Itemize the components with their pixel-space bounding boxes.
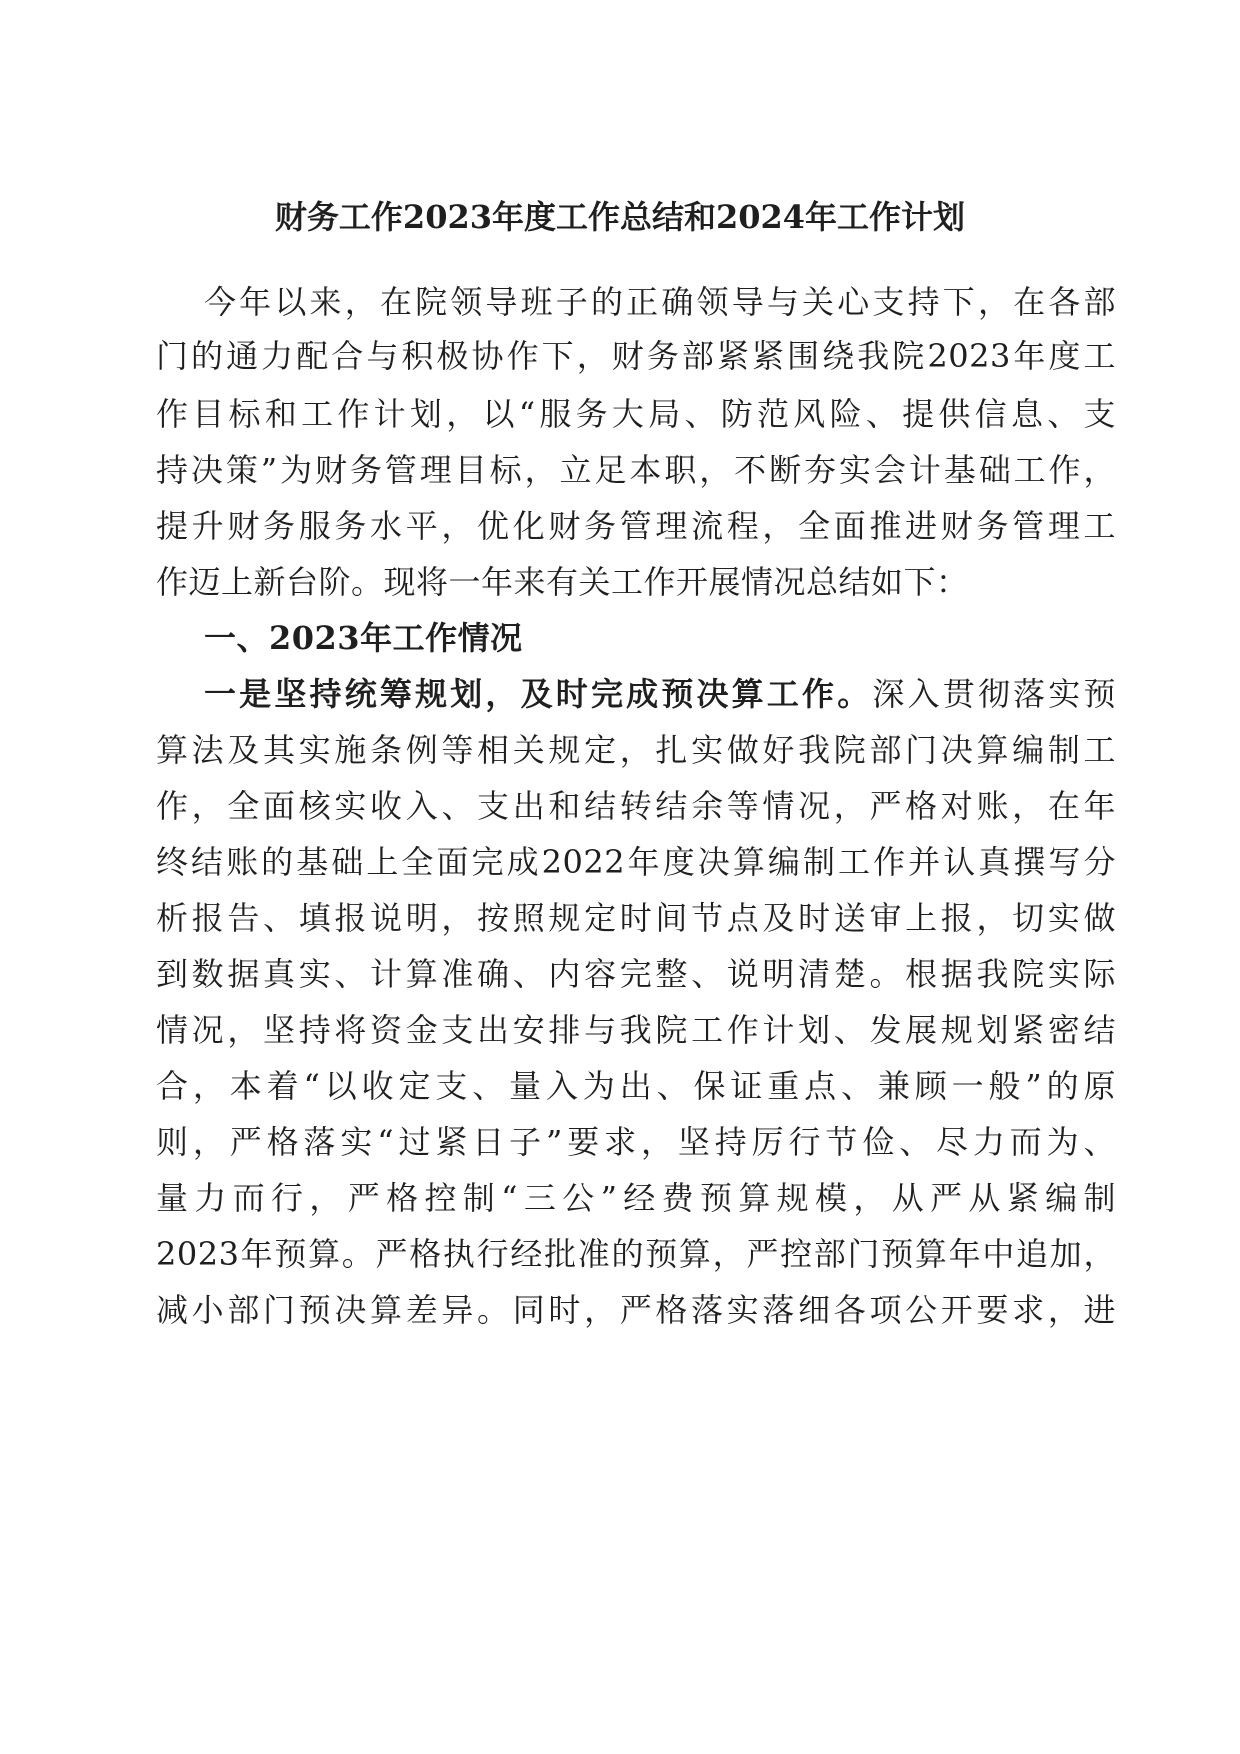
- paragraph-line: 算法及其实施条例等相关规定，扎实做好我院部门决算编制工: [156, 731, 1116, 769]
- paragraph-line: 量力而行，严格控制“三公”经费预算规模，从严从紧编制: [156, 1179, 1116, 1217]
- intro-line: 门的通力配合与积极协作下，财务部紧紧围绕我院2023年度工: [156, 337, 1116, 375]
- paragraph-line: 析报告、填报说明，按照规定时间节点及时送审上报，切实做: [156, 899, 1116, 937]
- paragraph-line: 则，严格落实“过紧日子”要求，坚持厉行节俭、尽力而为、: [156, 1123, 1116, 1161]
- paragraph-first-line: [204, 672, 1116, 716]
- intro-line: 作迈上新台阶。现将一年来有关工作开展情况总结如下：: [156, 563, 969, 601]
- paragraph-line: 合，本着“以收定支、量入为出、保证重点、兼顾一般”的原: [156, 1067, 1116, 1105]
- intro-line: 今年以来，在院领导班子的正确领导与关心支持下，在各部: [204, 283, 1116, 321]
- paragraph-line: 到数据真实、计算准确、内容完整、说明清楚。根据我院实际: [156, 955, 1116, 993]
- intro-line: 提升财务服务水平，优化财务管理流程，全面推进财务管理工: [156, 507, 1116, 545]
- paragraph-lead: 一是坚持统筹规划，及时完成预决算工作。: [204, 675, 873, 713]
- paragraph-line: 减小部门预决算差异。同时，严格落实落细各项公开要求，进: [156, 1291, 1116, 1329]
- section-heading: 一、2023年工作情况: [204, 619, 523, 657]
- document-title: 财务工作2023年度工作总结和2024年工作计划: [274, 198, 966, 236]
- paragraph-lead-rest: 深入贯彻落实预: [872, 675, 1116, 713]
- paragraph-line: 作，全面核实收入、支出和结转结余等情况，严格对账，在年: [156, 787, 1116, 825]
- intro-line: 作目标和工作计划，以“服务大局、防范风险、提供信息、支: [156, 395, 1116, 433]
- paragraph-line: 2023年预算。严格执行经批准的预算，严控部门预算年中追加，: [156, 1235, 1116, 1273]
- paragraph-line: 情况，坚持将资金支出安排与我院工作计划、发展规划紧密结: [156, 1011, 1116, 1049]
- intro-line: 持决策”为财务管理目标，立足本职，不断夯实会计基础工作，: [156, 451, 1116, 489]
- paragraph-line: 终结账的基础上全面完成2022年度决算编制工作并认真撰写分: [156, 843, 1116, 881]
